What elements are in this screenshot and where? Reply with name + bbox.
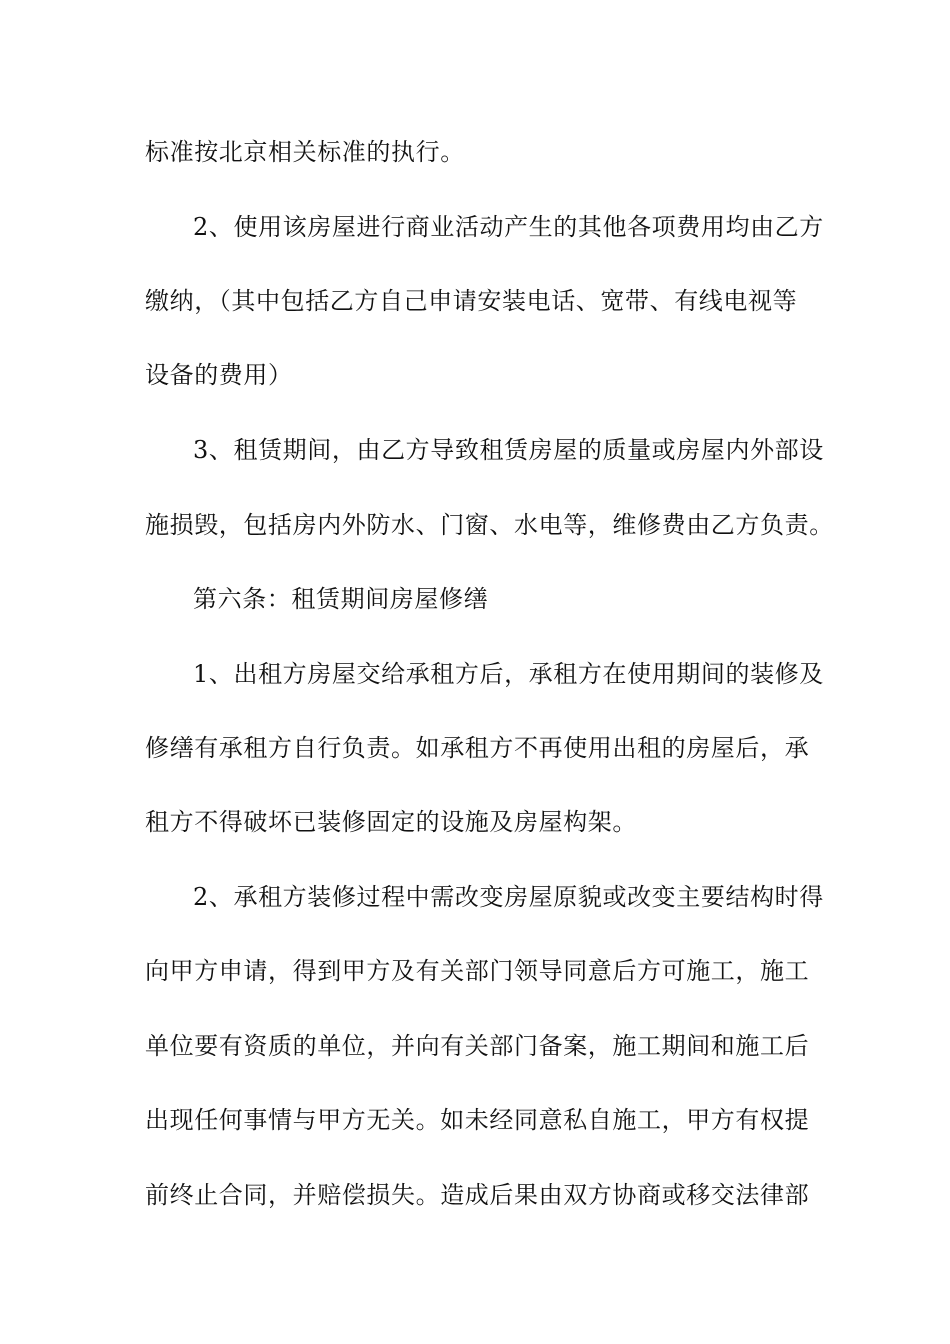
text-line: 设备的费用） [145, 361, 293, 389]
text-line: 出现任何事情与甲方无关。如未经同意私自施工，甲方有权提 [145, 1106, 810, 1134]
text-line: 前终止合同，并赔偿损失。造成后果由双方协商或移交法律部 [145, 1181, 810, 1209]
text-line: 施损毁，包括房内外防水、门窗、水电等，维修费由乙方负责。 [145, 511, 834, 539]
text-line: 2、使用该房屋进行商业活动产生的其他各项费用均由乙方 [193, 213, 824, 241]
text-line: 单位要有资质的单位，并向有关部门备案，施工期间和施工后 [145, 1032, 810, 1060]
text-line: 缴纳，（其中包括乙方自己申请安装电话、宽带、有线电视等 [145, 287, 798, 315]
section-heading: 第六条：租赁期间房屋修缮 [193, 585, 489, 613]
text-line: 租方不得破坏已装修固定的设施及房屋构架。 [145, 808, 637, 836]
text-line: 3、租赁期间，由乙方导致租赁房屋的质量或房屋内外部设 [193, 436, 824, 464]
text-line: 向甲方申请，得到甲方及有关部门领导同意后方可施工，施工 [145, 957, 810, 985]
text-line: 2、承租方装修过程中需改变房屋原貌或改变主要结构时得 [193, 883, 824, 911]
text-line: 标准按北京相关标准的执行。 [145, 138, 465, 166]
text-line: 1、出租方房屋交给承租方后，承租方在使用期间的装修及 [193, 660, 824, 688]
text-line: 修缮有承租方自行负责。如承租方不再使用出租的房屋后，承 [145, 734, 810, 762]
